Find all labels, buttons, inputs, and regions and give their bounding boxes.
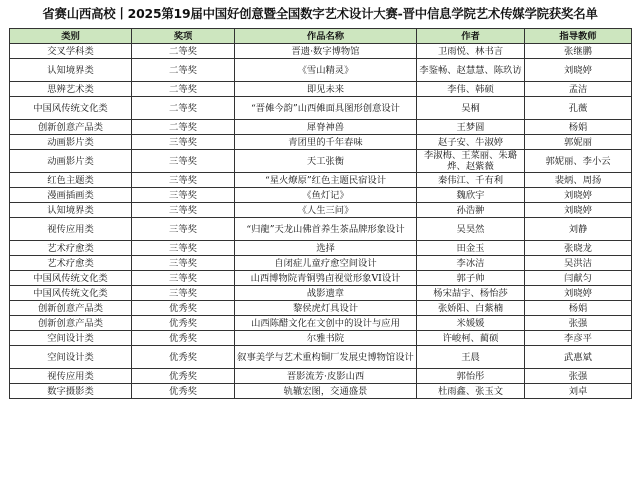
cell-award: 三等奖 (132, 286, 235, 301)
cell-work-title: 选择 (235, 241, 417, 256)
cell-category: 红色主题类 (10, 173, 132, 188)
cell-work-title: 即见未来 (235, 82, 417, 97)
cell-advisor: 刘晓婷 (525, 203, 632, 218)
cell-author: 米媛媛 (417, 316, 525, 331)
cell-category: 空间设计类 (10, 331, 132, 346)
cell-category: 创新创意产品类 (10, 301, 132, 316)
cell-category: 中国风传统文化类 (10, 286, 132, 301)
cell-advisor: 郭妮丽 (525, 135, 632, 150)
cell-category: 中国风传统文化类 (10, 271, 132, 286)
header-work-title: 作品名称 (235, 29, 417, 44)
cell-advisor: 刘晓婷 (525, 286, 632, 301)
table-row (10, 241, 632, 256)
table-row (10, 316, 632, 331)
cell-advisor: 郭妮丽、李小云 (525, 150, 632, 173)
cell-category: 交叉学科类 (10, 44, 132, 59)
cell-advisor: 张继鹏 (525, 44, 632, 59)
cell-author: 田金玉 (417, 241, 525, 256)
cell-author: 吴桐 (417, 97, 525, 120)
table-row (10, 44, 632, 59)
cell-work-title: 犀脊神兽 (235, 120, 417, 135)
cell-work-title: 晋遗·数字博物馆 (235, 44, 417, 59)
cell-work-title: 青团里的千年春味 (235, 135, 417, 150)
cell-work-title: 天工张衡 (235, 150, 417, 173)
table-row (10, 203, 632, 218)
table-header-row (10, 29, 632, 44)
cell-advisor: 杨娟 (525, 301, 632, 316)
table-row (10, 120, 632, 135)
award-table (9, 28, 632, 399)
cell-category: 视传应用类 (10, 369, 132, 384)
cell-author: 卫雨悦、林书言 (417, 44, 525, 59)
table-row (10, 256, 632, 271)
cell-author: 许峻柯、蔺硕 (417, 331, 525, 346)
cell-category: 认知境界类 (10, 203, 132, 218)
cell-advisor: 吴洪洁 (525, 256, 632, 271)
cell-advisor: 孔薇 (525, 97, 632, 120)
cell-author: 李伟、韩硕 (417, 82, 525, 97)
cell-work-title: 《人生三问》 (235, 203, 417, 218)
cell-category: 思辨艺术类 (10, 82, 132, 97)
cell-author: 李淑梅、王菜丽、朱璐烨、赵紫薇 (417, 150, 525, 173)
cell-category: 中国风传统文化类 (10, 97, 132, 120)
header-advisor: 指导教师 (525, 29, 632, 44)
cell-award: 优秀奖 (132, 346, 235, 369)
table-row (10, 271, 632, 286)
table-row (10, 173, 632, 188)
cell-work-title: 山西陈醋文化在文创中的设计与应用 (235, 316, 417, 331)
cell-category: 创新创意产品类 (10, 316, 132, 331)
cell-author: 张娇阳、白紫楠 (417, 301, 525, 316)
header-author: 作者 (417, 29, 525, 44)
cell-advisor: 裴炳、周扬 (525, 173, 632, 188)
cell-work-title: 山西博物院青铜鸮卣视觉形象VI设计 (235, 271, 417, 286)
cell-work-title: 黎侯虎灯具设计 (235, 301, 417, 316)
cell-author: 杨宋喆宇、杨怡莎 (417, 286, 525, 301)
cell-author: 赵子安、牛淑婷 (417, 135, 525, 150)
cell-advisor: 闫献匀 (525, 271, 632, 286)
cell-category: 创新创意产品类 (10, 120, 132, 135)
cell-author: 杜雨鑫、张玉文 (417, 384, 525, 399)
cell-advisor: 武惠斌 (525, 346, 632, 369)
cell-award: 优秀奖 (132, 316, 235, 331)
cell-award: 优秀奖 (132, 331, 235, 346)
cell-work-title: “归龍”天龙山佛首养生茶品牌形象设计 (235, 218, 417, 241)
cell-award: 三等奖 (132, 173, 235, 188)
cell-category: 空间设计类 (10, 346, 132, 369)
table-row (10, 331, 632, 346)
cell-award: 三等奖 (132, 188, 235, 203)
cell-work-title: “星火燎原”红色主题民宿设计 (235, 173, 417, 188)
cell-category: 漫画插画类 (10, 188, 132, 203)
cell-award: 二等奖 (132, 82, 235, 97)
table-row (10, 286, 632, 301)
cell-work-title: 轨辙宏图，交通盛景 (235, 384, 417, 399)
page-title: 省赛山西高校丨2025第19届中国好创意暨全国数字艺术设计大赛-晋中信息学院艺术传媒学院获奖名单 (42, 6, 598, 21)
header-category: 类别 (10, 29, 132, 44)
table-row (10, 59, 632, 82)
cell-advisor: 刘晓婷 (525, 59, 632, 82)
cell-work-title: “晋傩今韵”山西傩面具图形创意设计 (235, 97, 417, 120)
cell-author: 郭怡彤 (417, 369, 525, 384)
cell-work-title: 自闭症儿童疗愈空间设计 (235, 256, 417, 271)
cell-category: 动画影片类 (10, 135, 132, 150)
cell-category: 视传应用类 (10, 218, 132, 241)
cell-award: 三等奖 (132, 150, 235, 173)
table-row (10, 218, 632, 241)
cell-award: 三等奖 (132, 271, 235, 286)
cell-award: 三等奖 (132, 218, 235, 241)
cell-advisor: 张强 (525, 316, 632, 331)
cell-award: 二等奖 (132, 120, 235, 135)
cell-author: 孙浩翀 (417, 203, 525, 218)
cell-category: 认知境界类 (10, 59, 132, 82)
cell-author: 郭子帅 (417, 271, 525, 286)
cell-author: 李鉴畅、赵慧慧、陈玖访 (417, 59, 525, 82)
table-row (10, 346, 632, 369)
cell-award: 三等奖 (132, 256, 235, 271)
header-award: 奖项 (132, 29, 235, 44)
cell-author: 秦伟江、千有利 (417, 173, 525, 188)
cell-work-title: 战影遗章 (235, 286, 417, 301)
cell-award: 三等奖 (132, 135, 235, 150)
cell-award: 优秀奖 (132, 301, 235, 316)
cell-work-title: 《雪山精灵》 (235, 59, 417, 82)
table-row (10, 135, 632, 150)
cell-award: 二等奖 (132, 44, 235, 59)
cell-award: 二等奖 (132, 59, 235, 82)
cell-category: 艺术疗愈类 (10, 256, 132, 271)
cell-advisor: 刘卓 (525, 384, 632, 399)
cell-work-title: 叙事美学与艺术重构铜厂发展史博物馆设计 (235, 346, 417, 369)
cell-category: 艺术疗愈类 (10, 241, 132, 256)
table-row (10, 150, 632, 173)
cell-advisor: 孟洁 (525, 82, 632, 97)
table-row (10, 188, 632, 203)
cell-category: 数字摄影类 (10, 384, 132, 399)
cell-advisor: 张强 (525, 369, 632, 384)
table-row (10, 369, 632, 384)
cell-author: 王晨 (417, 346, 525, 369)
cell-advisor: 刘静 (525, 218, 632, 241)
cell-work-title: 晋影流芳·皮影山西 (235, 369, 417, 384)
cell-award: 二等奖 (132, 97, 235, 120)
cell-category: 动画影片类 (10, 150, 132, 173)
table-row (10, 301, 632, 316)
cell-author: 吴昊然 (417, 218, 525, 241)
cell-author: 李冰洁 (417, 256, 525, 271)
table-row (10, 82, 632, 97)
cell-advisor: 刘晓婷 (525, 188, 632, 203)
cell-award: 三等奖 (132, 241, 235, 256)
cell-author: 王梦圆 (417, 120, 525, 135)
cell-work-title: 尔雅书院 (235, 331, 417, 346)
cell-award: 三等奖 (132, 203, 235, 218)
table-row (10, 384, 632, 399)
cell-award: 优秀奖 (132, 384, 235, 399)
cell-award: 优秀奖 (132, 369, 235, 384)
table-row (10, 97, 632, 120)
cell-author: 魏欣宇 (417, 188, 525, 203)
cell-advisor: 杨娟 (525, 120, 632, 135)
cell-advisor: 李彦平 (525, 331, 632, 346)
cell-advisor: 张晓龙 (525, 241, 632, 256)
cell-work-title: 《鱼灯记》 (235, 188, 417, 203)
